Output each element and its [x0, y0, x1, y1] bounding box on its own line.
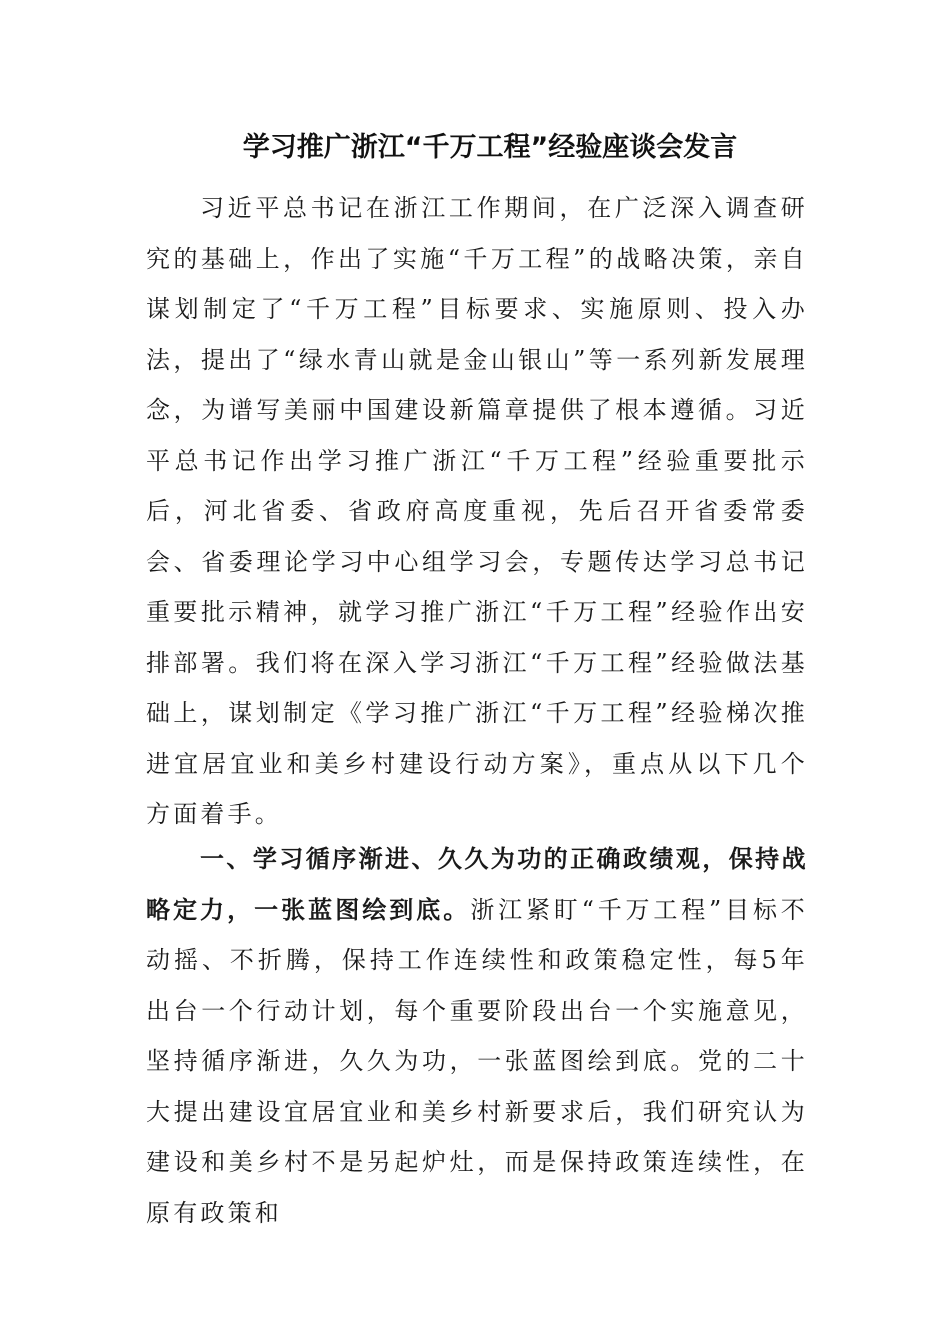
section-one-body: 浙江紧盯“千万工程”目标不动摇、不折腾，保持工作连续性和政策稳定性，每5年出台一个行动计划，每个重要阶段出台一个实施意见，坚持循序渐进，久久为功，一张蓝图绘到底。党的二十大提出建设宜居宜业和美乡村新要求后，我们研究认为建设和美乡村不是另起炉灶，而是保持政策连续性，在原有政策和 — [146, 895, 808, 1227]
body-paragraph-intro: 习近平总书记在浙江工作期间，在广泛深入调查研究的基础上，作出了实施“千万工程”的战略决策，亲自谋划制定了“千万工程”目标要求、实施原则、投入办法，提出了“绿水青山就是金山银山”等一系列新发展理念，为谱写美丽中国建设新篇章提供了根本遵循。习近平总书记作出学习推广浙江“千万工程”经验重要批示后，河北省委、省政府高度重视，先后召开省委常委会、省委理论学习中心组学习会，专题传达学习总书记重要批示精神，就学习推广浙江“千万工程”经验作出安排部署。我们将在深入学习浙江“千万工程”经验做法基础上，谋划制定《学习推广浙江“千万工程”经验梯次推进宜居宜业和美乡村建设行动方案》，重点从以下几个方面着手。 — [146, 194, 808, 828]
body-paragraph-section-one — [146, 834, 808, 1238]
document-title: 学习推广浙江“千万工程”经验座谈会发言 — [242, 132, 738, 163]
section-one-heading: 一、学习循序渐进、久久为功的正确政绩观，保持战略定力，一张蓝图绘到底。 — [146, 845, 808, 924]
